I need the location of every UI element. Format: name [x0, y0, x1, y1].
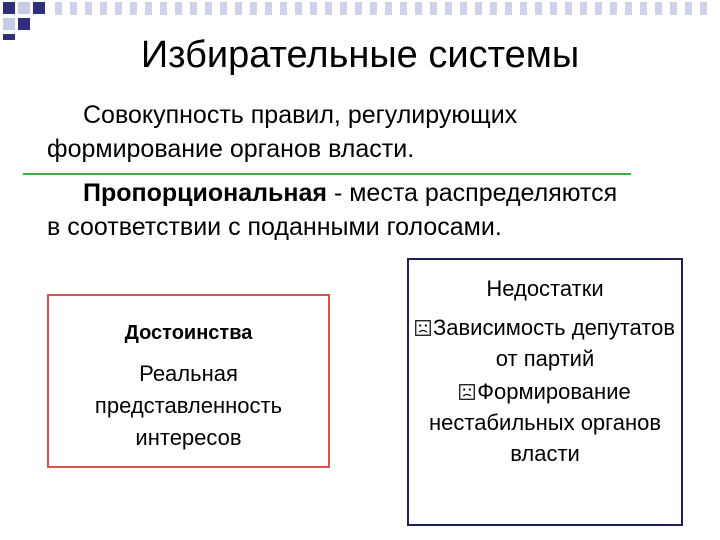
disadvantage-item	[409, 312, 681, 374]
advantages-box	[47, 294, 330, 468]
disadvantages-heading: Недостатки	[486, 276, 604, 301]
proportional-paragraph	[47, 176, 637, 244]
slide-title: Избирательные системы	[140, 34, 580, 76]
advantages-text: Реальная представленность интересов	[94, 361, 283, 450]
disadvantage-text: Формирование нестабильных органов власти	[428, 379, 662, 466]
proportional-term: Пропорциональная	[83, 179, 328, 207]
advantages-heading: Достоинства	[124, 322, 253, 344]
proportional-text: - места распределяются в соответствии с поданными голосами.	[47, 179, 618, 241]
definition-text: Совокупность правил, регулирующих формирование органов власти.	[47, 101, 518, 163]
disadvantage-text: Зависимость депутатов от партий	[432, 315, 676, 371]
frown-face-icon	[415, 320, 431, 336]
disadvantages-box	[407, 258, 683, 526]
disadvantage-item	[409, 376, 681, 469]
definition-paragraph	[47, 98, 637, 166]
divider-line	[23, 173, 631, 175]
frown-face-icon	[459, 384, 475, 400]
